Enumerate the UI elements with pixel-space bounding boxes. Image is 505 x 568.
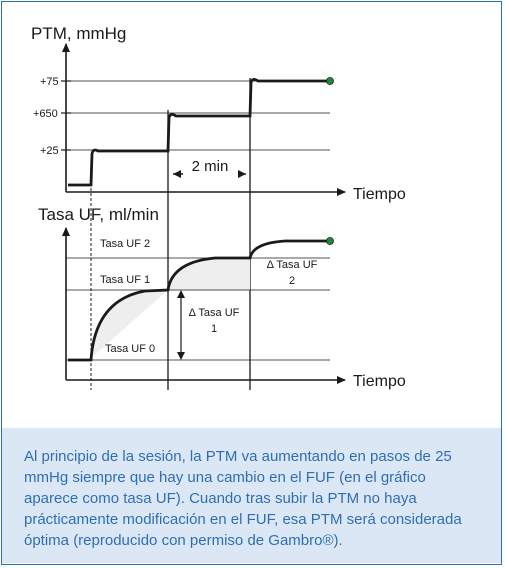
top-x-title: Tiempo xyxy=(353,186,406,203)
delta1-arrow-head xyxy=(177,290,185,298)
top-tick-label: +75 xyxy=(40,76,59,88)
caption-text: Al principio de la sesión, la PTM va aumentando en pasos de 25 mmHg siempre que hay una cambio en el FUF (en el gráfico aparece como tasa UF). Cuando tras subir la PTM no haya prácticamente modificación en el FUF, esa PTM será considerada óptima (reproducido con permiso de Gambro®). xyxy=(24,448,462,549)
delta2-label: 2 xyxy=(288,275,296,287)
uf-level-label: Tasa UF 2 xyxy=(100,238,151,250)
top-tick-label: +25 xyxy=(40,145,59,157)
interval-label: 2 min xyxy=(191,158,229,175)
delta1-label: 1 xyxy=(210,323,218,335)
bottom-x-title: Tiempo xyxy=(353,373,406,390)
top-y-title: PTM, mmHg xyxy=(31,24,127,43)
top-tick-label: +650 xyxy=(33,108,58,120)
interval-arrow-left xyxy=(173,170,181,178)
delta2-label: Δ Tasa UF xyxy=(266,259,318,271)
uf-level-label: Tasa UF 1 xyxy=(100,274,151,286)
uf-level-label: Tasa UF 0 xyxy=(105,343,156,355)
bottom-y-title: Tasa UF, ml/min xyxy=(38,205,159,224)
ptm-end-dot xyxy=(327,78,334,85)
delta1-label: Δ Tasa UF xyxy=(188,307,240,319)
uf-end-dot xyxy=(327,238,334,245)
interval-arrow-right xyxy=(238,170,246,178)
delta1-arrow-head xyxy=(177,352,185,360)
